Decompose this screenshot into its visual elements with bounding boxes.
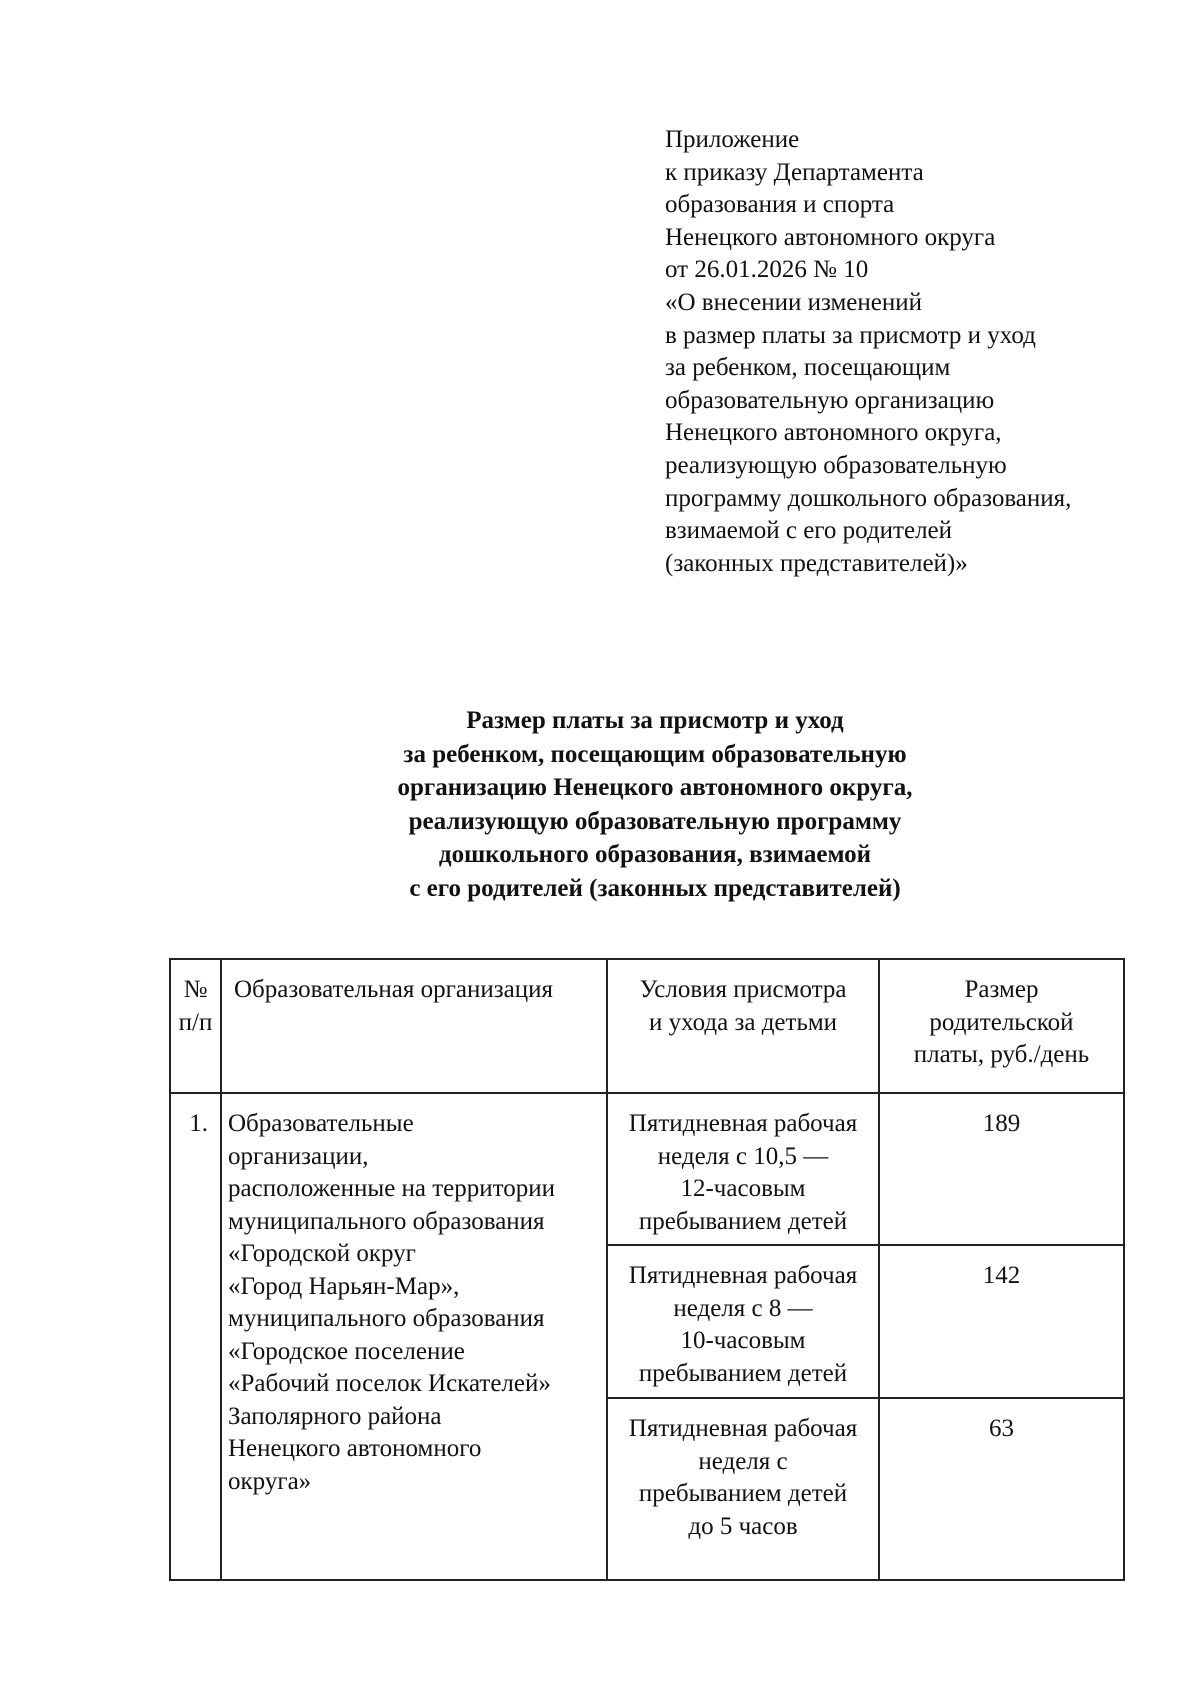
header-fee-line: родительской [929,1008,1074,1036]
header-number [170,959,221,1093]
condition-cell [607,1398,879,1580]
condition-line: неделя с 10,5 — [657,1142,829,1170]
appendix-line: к приказу Департамента [665,158,924,186]
appendix-line: в размер платы за присмотр и уход [665,321,1036,349]
organization-cell [221,1093,607,1580]
appendix-line: программу дошкольного образования, [665,484,1072,512]
organization-line: организации, [228,1142,369,1170]
appendix-line: «О внесении изменений [665,288,923,316]
header-conditions-line: и ухода за детьми [648,1008,838,1036]
fee-cell: 189 [879,1093,1124,1245]
title-line: с его родителей (законных представителей) [409,874,901,902]
appendix-line: образования и спорта [665,191,895,219]
condition-cell [607,1093,879,1245]
header-fee-line: Размер [964,976,1039,1003]
organization-line: муниципального образования [228,1207,545,1235]
title-line: за ребенком, посещающим образовательную [403,740,907,768]
condition-line: Пятидневная рабочая [628,1110,858,1137]
organization-line: Заполярного района [228,1402,442,1430]
fee-table [169,958,1125,1581]
appendix-line: взимаемой с его родителей [665,517,953,545]
organization-line: округа» [228,1467,312,1495]
title-line: организацию Ненецкого автономного округа, [397,774,913,802]
appendix-line: за ребенком, посещающим [665,354,951,382]
row-number: 1. [170,1093,221,1580]
organization-line: Ненецкого автономного [228,1435,482,1462]
condition-line: пребыванием детей [638,1359,848,1387]
condition-line: Пятидневная рабочая [628,1262,858,1289]
organization-line: Образовательные [228,1110,414,1137]
header-fee [879,959,1124,1093]
organization-line: муниципального образования [228,1305,545,1332]
organization-line: «Город Нарьян-Мар», [228,1272,460,1300]
appendix-line: от 26.01.2026 № 10 [665,256,869,284]
table-row [170,1093,1124,1245]
condition-line: до 5 часов [688,1512,798,1540]
header-number-line: п/п [178,1008,213,1036]
condition-line: неделя с 8 — [673,1294,813,1322]
header-number-line: № [183,976,208,1003]
organization-line: «Рабочий поселок Искателей» [228,1370,551,1397]
header-organization: Образовательная организация [221,959,607,1093]
condition-cell [607,1245,879,1398]
condition-line: 10-часовым [680,1327,806,1354]
appendix-block [665,124,1071,580]
condition-line: неделя с [698,1447,788,1475]
appendix-line: Приложение [665,126,800,153]
condition-line: пребыванием детей [638,1480,848,1507]
header-fee-line: платы, руб./день [913,1041,1090,1068]
organization-line: «Городской округ [228,1240,416,1267]
title-line: реализующую образовательную программу [408,807,902,835]
condition-line: Пятидневная рабочая [628,1415,858,1442]
organization-line: расположенные на территории [228,1175,556,1202]
appendix-line: Ненецкого автономного округа [665,223,996,251]
condition-line: пребыванием детей [638,1207,848,1235]
fee-cell: 142 [879,1245,1124,1398]
appendix-line: Ненецкого автономного округа, [665,419,1002,447]
table-header-row [170,959,1124,1093]
appendix-line: реализующую образовательную [665,451,1007,479]
fee-cell: 63 [879,1398,1124,1580]
header-conditions-line: Условия присмотра [639,976,847,1003]
title-line: Размер платы за присмотр и уход [466,707,844,734]
appendix-line: (законных представителей)» [665,549,968,577]
organization-line: «Городское поселение [228,1337,465,1365]
condition-line: 12-часовым [680,1175,806,1202]
appendix-line: образовательную организацию [665,386,995,414]
title-line: дошкольного образования, взимаемой [438,841,872,869]
document-title [160,704,1150,906]
header-conditions [607,959,879,1093]
